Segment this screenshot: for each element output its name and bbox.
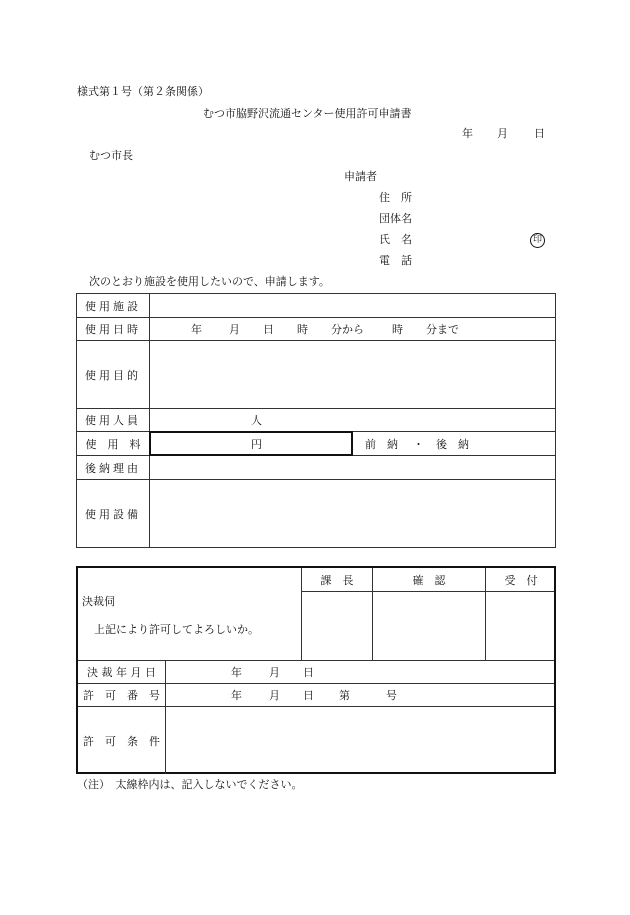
decision-date-label: 決 裁 年 月 日 (87, 666, 156, 679)
datetime-year: 年 (191, 323, 202, 336)
facility-row (77, 294, 555, 318)
form-title: むつ市脇野沢流通センター使用許可申請書 (203, 107, 412, 120)
col-confirm: 確 認 (412, 573, 446, 587)
payment-prepay: 前 納 (365, 438, 398, 451)
persons-label: 使用人員 (77, 409, 150, 431)
datetime-label: 使用日時 (77, 318, 150, 340)
decision-date-year: 年 (231, 666, 242, 679)
persons-row (77, 409, 555, 432)
addressee: むつ市長 (89, 149, 133, 162)
fee-row (77, 432, 555, 456)
permit-number-prefix: 第 (339, 689, 350, 702)
permit-date-month: 月 (269, 689, 280, 702)
datetime-day: 日 (263, 323, 274, 336)
datetime-from: 分から (331, 323, 364, 336)
fee-unit: 円 (251, 438, 262, 451)
col-chief: 課 長 (320, 573, 354, 587)
payment-separator: ・ (413, 438, 424, 451)
equipment-label: 使用設備 (77, 480, 150, 547)
purpose-row (77, 341, 555, 409)
usage-table (76, 293, 556, 548)
applicant-heading: 申請者 (344, 170, 377, 183)
approval-table (76, 566, 556, 774)
permit-date-day: 日 (303, 689, 314, 702)
datetime-row (77, 318, 555, 341)
col-receipt: 受 付 (504, 573, 538, 587)
applicant-phone-label: 電 話 (379, 254, 412, 267)
applicant-name-label: 氏 名 (379, 233, 412, 246)
facility-label: 使用施設 (77, 294, 150, 317)
equipment-row (77, 480, 555, 547)
intro-text: 次のとおり施設を使用したいので、申請します。 (89, 275, 330, 288)
applicant-organization-label: 団体名 (379, 212, 412, 225)
payment-postpay: 後 納 (436, 438, 469, 451)
decision-text: 上記により許可してよろしいか。 (94, 623, 259, 636)
purpose-label: 使用目的 (77, 341, 150, 408)
conditions-label: 許 可 条 件 (83, 734, 160, 748)
divider (165, 660, 166, 774)
applicant-address-label: 住 所 (379, 191, 412, 204)
decision-date-day: 日 (303, 666, 314, 679)
postpay-reason-row (77, 456, 555, 480)
persons-unit: 人 (251, 414, 262, 427)
date-year: 年 (462, 127, 473, 140)
divider (301, 591, 554, 592)
decision-date-month: 月 (269, 666, 280, 679)
datetime-end-hour: 時 (392, 323, 403, 336)
datetime-hour: 時 (297, 323, 308, 336)
permit-date-year: 年 (231, 689, 242, 702)
postpay-reason-label: 後納理由 (77, 456, 150, 479)
datetime-month: 月 (229, 323, 240, 336)
permit-number-suffix: 号 (386, 689, 397, 702)
date-day: 日 (534, 127, 545, 140)
permit-number-label: 許 可 番 号 (83, 689, 160, 702)
decision-heading: 決裁伺 (82, 595, 115, 608)
footnote: （注） 太線枠内は、記入しないでください。 (77, 778, 303, 791)
form-number: 様式第１号（第２条関係） (77, 85, 209, 98)
seal-mark: 印 (530, 233, 545, 248)
date-month: 月 (497, 127, 508, 140)
datetime-until: 分まで (426, 323, 459, 336)
fee-label: 使 用 料 (77, 432, 150, 455)
